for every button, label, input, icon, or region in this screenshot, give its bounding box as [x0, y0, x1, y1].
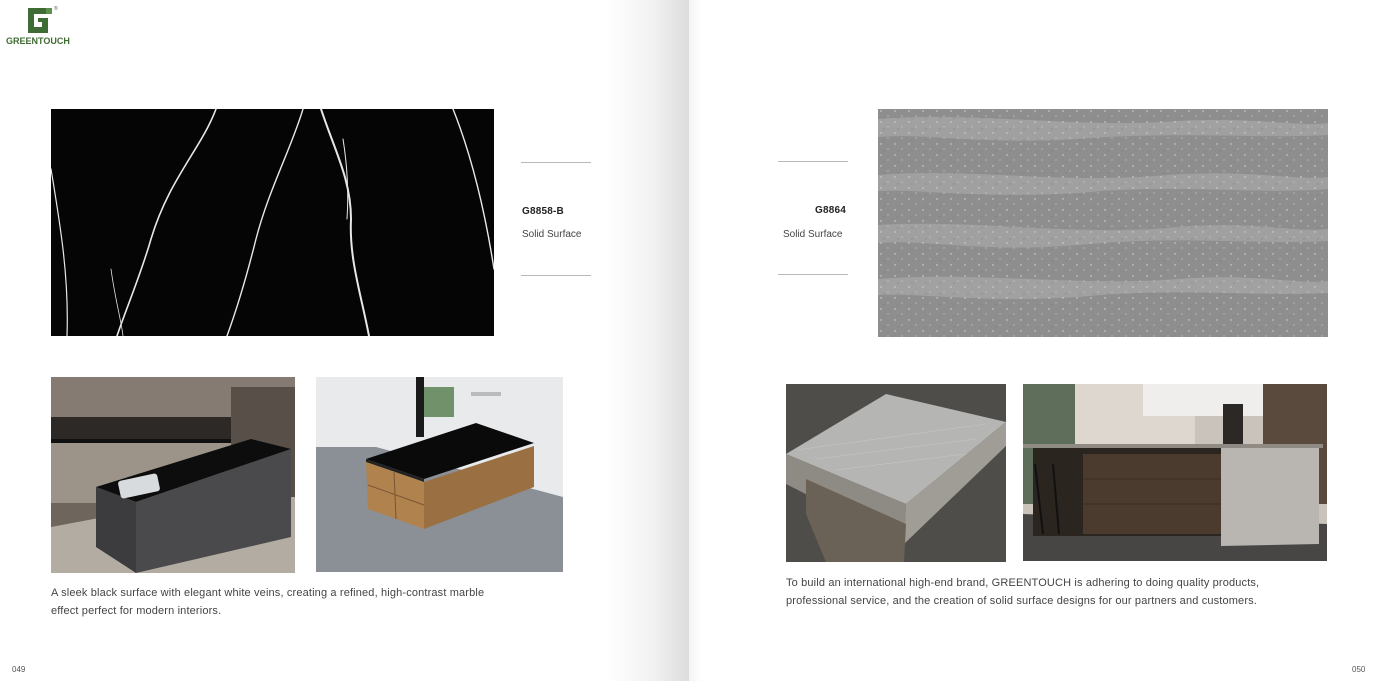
description-line: To build an international high-end brand, GREENTOUCH is adhering to doing quality products, [786, 577, 1260, 589]
product-rule-bottom [521, 275, 591, 276]
brand-name: GREENTOUCH [6, 36, 70, 46]
product-description [51, 584, 531, 620]
kitchen-island-photo [51, 377, 295, 573]
black-marble-slab-image [51, 109, 494, 336]
bathroom-vanity-photo [316, 377, 563, 572]
description-line: A sleek black surface with elegant white veins, creating a refined, high-contrast marble [51, 587, 485, 599]
registered-mark: ® [54, 6, 58, 12]
page-number: 050 [1352, 665, 1366, 674]
grey-stone-slab-image [878, 109, 1328, 337]
right-page [689, 0, 1374, 681]
product-rule-bottom [778, 274, 848, 275]
brand-description [786, 574, 1366, 610]
description-line: professional service, and the creation of solid surface designs for our partners and customers. [786, 595, 1257, 607]
brand-logo[interactable] [6, 6, 72, 46]
product-rule-top [778, 161, 848, 162]
product-type: Solid Surface [783, 229, 843, 240]
product-code: G8864 [815, 205, 847, 216]
greentouch-logo-icon [24, 6, 56, 35]
slab-board-photo [786, 384, 1006, 562]
grey-kitchen-island-photo [1023, 384, 1327, 561]
description-line: effect perfect for modern interiors. [51, 605, 222, 617]
product-type: Solid Surface [522, 229, 582, 240]
product-rule-top [521, 162, 591, 163]
page-number: 049 [12, 665, 26, 674]
product-code: G8858-B [522, 206, 564, 217]
